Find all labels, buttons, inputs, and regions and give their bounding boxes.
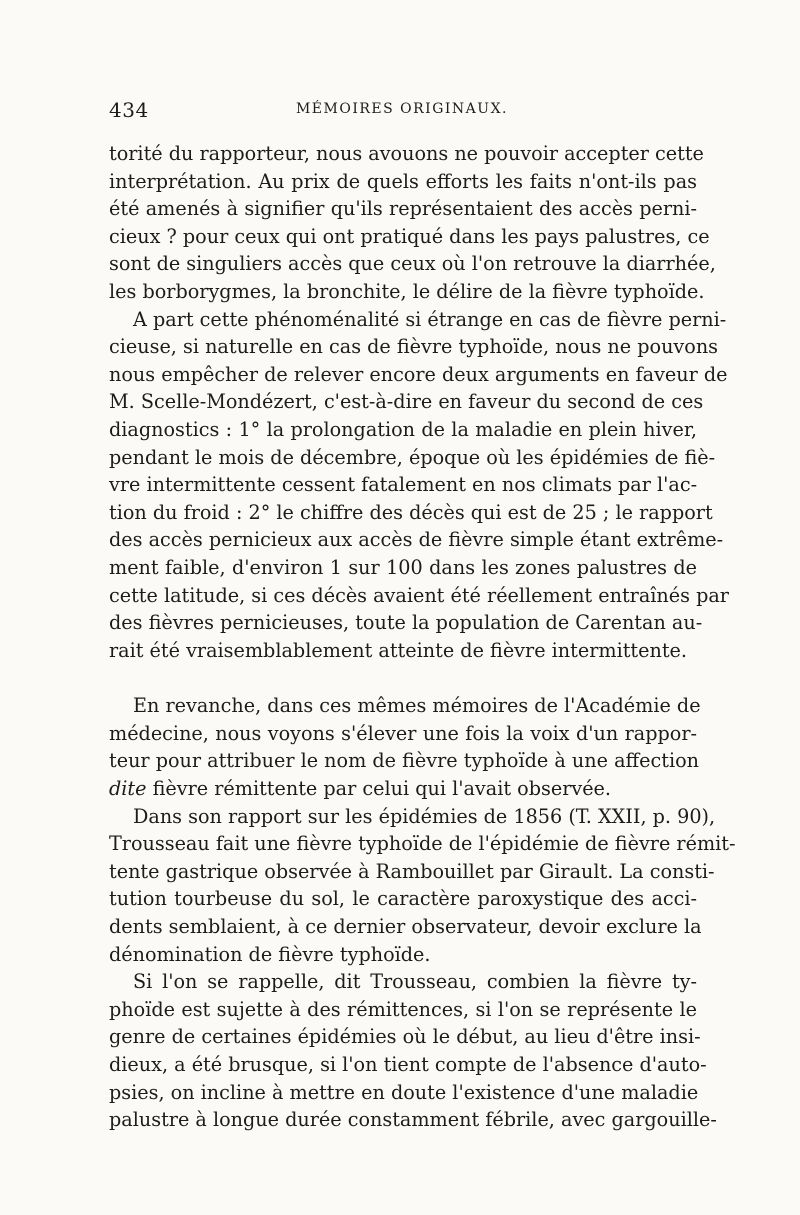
page-number: 434 xyxy=(109,98,149,122)
paragraph xyxy=(109,306,729,665)
body-text xyxy=(109,140,736,1134)
text-line: torité du rapporteur, nous avouons ne pouvoir accepter cette xyxy=(109,142,704,165)
text-line: teur pour attribuer le nom de fièvre typhoïde à une affection xyxy=(109,749,699,773)
text-line: été amenés à signifier qu'ils représentaient des accès perni- xyxy=(109,197,697,221)
text-line: dents semblaient, à ce dernier observateur, devoir exclure la xyxy=(109,915,702,939)
text-line: diagnostics : 1° la prolongation de la maladie en plein hiver, xyxy=(109,417,697,441)
text-line: phoïde est sujette à des rémittences, si l'on se représente le xyxy=(109,997,697,1021)
text-line: palustre à longue durée constamment fébrile, avec gargouille- xyxy=(109,1108,717,1132)
text-line: des fièvres pernicieuses, toute la population de Carentan au- xyxy=(109,611,703,635)
text-line: Dans son rapport sur les épidémies de 1856 (T. XXII, p. 90), xyxy=(133,804,716,828)
text-line: A part cette phénoménalité si étrange en cas de fièvre perni- xyxy=(133,307,727,331)
paragraph xyxy=(109,803,736,969)
text-line: Si l'on se rappelle, dit Trousseau, combien la fièvre ty- xyxy=(133,970,697,994)
text-line: les borborygmes, la bronchite, le délire de la fièvre typhoïde. xyxy=(109,279,705,303)
text-line: des accès pernicieux aux accès de fièvre simple étant extrême- xyxy=(109,528,724,552)
text-line: M. Scelle-Mondézert, c'est-à-dire en faveur du second de ces xyxy=(109,390,704,414)
text-line: tion du froid : 2° le chiffre des décès qui est de 25 ; le rapport xyxy=(109,500,713,524)
paragraph xyxy=(109,140,716,306)
text-line: cette latitude, si ces décès avaient été réellement entraînés par xyxy=(109,583,729,607)
text-line: tution tourbeuse du sol, le caractère paroxystique des acci- xyxy=(109,887,697,911)
text-line: cieuse, si naturelle en cas de fièvre typhoïde, nous ne pouvons xyxy=(109,335,719,359)
text-line: pendant le mois de décembre, époque où les épidémies de fiè- xyxy=(109,445,716,469)
text-line: cieux ? pour ceux qui ont pratiqué dans les pays palustres, ce xyxy=(109,224,710,248)
text-line: dieux, a été brusque, si l'on tient compte de l'absence d'auto- xyxy=(109,1053,707,1076)
text-line: sont de singuliers accès que ceux où l'on retrouve la diarrhée, xyxy=(109,252,716,276)
text-line: médecine, nous voyons s'élever une fois la voix d'un rappor- xyxy=(109,721,697,745)
page-header xyxy=(109,98,695,128)
text-line: rait été vraisemblablement atteinte de fièvre intermittente. xyxy=(109,638,688,662)
text-line: En revanche, dans ces mêmes mémoires de l'Académie de xyxy=(133,694,701,718)
paragraph xyxy=(109,968,717,1134)
text-line: genre de certaines épidémies où le début, au lieu d'être insi- xyxy=(109,1025,701,1049)
running-head: MÉMOIRES ORIGINAUX. xyxy=(295,101,509,117)
text-line: vre intermittente cessent fatalement en nos climats par l'ac- xyxy=(109,473,698,497)
text-line: psies, on incline à mettre en doute l'existence d'une maladie xyxy=(109,1080,699,1104)
text-line: interprétation. Au prix de quels efforts les faits n'ont-ils pas xyxy=(109,169,697,193)
text-line: ment faible, d'environ 1 sur 100 dans les zones palustres de xyxy=(109,555,697,579)
text-line-with-italic: dite fièvre rémittente par celui qui l'avait observée. xyxy=(109,777,612,801)
text-line: dénomination de fièvre typhoïde. xyxy=(109,942,431,966)
paragraph xyxy=(109,692,701,802)
text-line: nous empêcher de relever encore deux arguments en faveur de xyxy=(109,362,728,386)
text-line: tente gastrique observée à Rambouillet par Girault. La consti- xyxy=(109,859,715,883)
text-line: Trousseau fait une fièvre typhoïde de l'épidémie de fièvre rémit- xyxy=(109,832,736,856)
